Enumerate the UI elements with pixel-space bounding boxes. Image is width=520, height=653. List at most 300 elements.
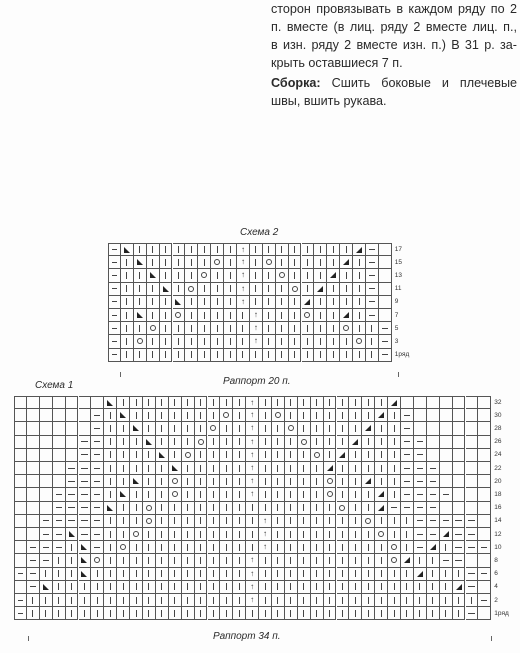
knit-stitch-icon: [342, 399, 343, 405]
assembly-label: Сборка:: [271, 76, 321, 90]
scheme1-cell: [466, 515, 479, 528]
scheme2-cell: [289, 283, 302, 296]
knit-stitch-icon: [204, 351, 205, 358]
knit-stitch-icon: [307, 259, 308, 266]
knit-stitch-icon: [161, 491, 162, 498]
knit-stitch-icon: [174, 597, 175, 604]
knit-stitch-icon: [359, 298, 360, 305]
knit-stitch-icon: [230, 325, 231, 332]
knit-stitch-icon: [174, 583, 175, 590]
scheme1-repeat-label: Раппорт 34 п.: [213, 631, 281, 642]
scheme1-cell: [298, 528, 311, 541]
scheme1-cell: [272, 409, 285, 422]
scheme1-cell: [388, 554, 401, 567]
scheme2-cell: [147, 269, 160, 282]
scheme2-cell: [366, 349, 379, 362]
scheme1-cell: [478, 436, 491, 449]
knit-stitch-icon: [110, 478, 111, 485]
scheme1-cell: [440, 475, 453, 488]
knit-stitch-icon: [281, 312, 282, 319]
scheme1-cell: [324, 488, 337, 501]
knit-stitch-icon: [394, 597, 395, 604]
knit-stitch-icon: [265, 412, 266, 419]
scheme2-cell: [134, 256, 147, 269]
knit-stitch-icon: [226, 583, 227, 590]
scheme1-cell: [388, 581, 401, 594]
knit-stitch-icon: [342, 438, 343, 445]
knit-stitch-icon: [200, 412, 201, 419]
scheme2-cell: [250, 335, 263, 348]
scheme2-cell: [366, 296, 379, 309]
scheme1-cell: [79, 409, 92, 422]
scheme1-cell: [453, 475, 466, 488]
scheme1-cell: [298, 594, 311, 607]
knit-stitch-icon: [445, 597, 446, 604]
knit-stitch-icon: [329, 544, 330, 551]
scheme1-row-number: 30: [494, 411, 502, 419]
scheme1-cell: [453, 568, 466, 581]
scheme1-row-number: 28: [494, 425, 502, 432]
knit-stitch-icon: [281, 285, 282, 292]
scheme1-cell: [324, 422, 337, 435]
knit-stitch-icon: [316, 504, 317, 511]
scheme1-cell: [143, 462, 156, 475]
scheme1-cell: [233, 568, 246, 581]
purl-stitch-icon: [417, 468, 423, 469]
knit-stitch-icon: [161, 531, 162, 538]
decrease-right-icon: [404, 557, 410, 563]
scheme2-cell: [147, 349, 160, 362]
knit-stitch-icon: [152, 259, 153, 266]
scheme1-cell: [27, 436, 40, 449]
centered-double-decrease-icon: ↑: [250, 581, 255, 591]
scheme1-cell: [40, 396, 53, 409]
scheme1-cell: [91, 568, 104, 581]
yarn-over-icon: [266, 259, 272, 265]
scheme1-cell: [27, 541, 40, 554]
knit-stitch-icon: [187, 597, 188, 604]
decrease-left-icon: [146, 439, 152, 445]
scheme1-cell: [208, 409, 221, 422]
scheme1-cell: [246, 581, 259, 594]
knit-stitch-icon: [255, 351, 256, 358]
scheme1-row-number: 12: [494, 530, 502, 538]
knit-stitch-icon: [333, 312, 334, 319]
decrease-right-icon: [365, 478, 371, 484]
knit-stitch-icon: [110, 425, 111, 432]
scheme2-cell: [340, 283, 353, 296]
scheme2-cell: [327, 296, 340, 309]
scheme1-cell: [233, 462, 246, 475]
scheme2-row-number: 13: [394, 272, 403, 279]
scheme2-cell: [327, 269, 340, 282]
scheme2-cell: [250, 322, 263, 335]
knit-stitch-icon: [217, 298, 218, 305]
scheme1-cell: [143, 515, 156, 528]
scheme1-cell: [324, 541, 337, 554]
scheme1-cell: [14, 554, 27, 567]
scheme1-cell: [14, 581, 27, 594]
scheme1-cell: [440, 436, 453, 449]
scheme1-cell: [66, 475, 79, 488]
knit-stitch-icon: [242, 312, 243, 319]
scheme2-cell: [147, 322, 160, 335]
instruction-line-3: в изн. ряду 2 вместе изн. п.) В 31 р. за-: [271, 38, 517, 52]
scheme1-cell: [104, 449, 117, 462]
scheme1-cell: [401, 409, 414, 422]
scheme1-cell: [79, 581, 92, 594]
purl-stitch-icon: [404, 441, 410, 442]
knit-stitch-icon: [84, 597, 85, 604]
scheme1-cell: [143, 607, 156, 620]
knit-stitch-icon: [255, 285, 256, 292]
scheme1-cell: [285, 422, 298, 435]
knit-stitch-icon: [136, 465, 137, 472]
knit-stitch-icon: [406, 597, 407, 604]
scheme1-cell: [117, 462, 130, 475]
scheme1-cell: [104, 396, 117, 409]
knit-stitch-icon: [152, 338, 153, 345]
purl-stitch-icon: [430, 494, 436, 495]
scheme1-cell: [298, 409, 311, 422]
scheme1-cell: [324, 396, 337, 409]
scheme1-cell: [388, 422, 401, 435]
scheme1-cell: [143, 475, 156, 488]
scheme2-cell: [211, 283, 224, 296]
knit-stitch-icon: [213, 583, 214, 590]
scheme2-cell: [108, 243, 121, 256]
decrease-left-icon: [133, 478, 139, 484]
scheme1-cell: [375, 607, 388, 620]
purl-stitch-icon: [468, 520, 474, 521]
scheme1-cell: [220, 488, 233, 501]
scheme1-cell: [27, 502, 40, 515]
centered-double-decrease-icon: ↑: [250, 436, 255, 446]
knit-stitch-icon: [230, 285, 231, 292]
scheme1-cell: [375, 502, 388, 515]
purl-stitch-icon: [30, 547, 36, 548]
scheme1-cell: [143, 528, 156, 541]
scheme1-cell: [440, 488, 453, 501]
knit-stitch-icon: [110, 465, 111, 472]
decrease-left-icon: [107, 400, 113, 406]
yarn-over-icon: [210, 425, 216, 431]
scheme1-cell: [169, 449, 182, 462]
purl-stitch-icon: [417, 547, 423, 548]
scheme2-cell: [250, 296, 263, 309]
purl-stitch-icon: [112, 328, 118, 329]
scheme2-cell: [366, 309, 379, 322]
knit-stitch-icon: [110, 412, 111, 419]
scheme1-cell: [91, 436, 104, 449]
scheme1-cell: [440, 396, 453, 409]
knit-stitch-icon: [226, 557, 227, 564]
purl-stitch-icon: [468, 573, 474, 574]
scheme1-cell: [53, 462, 66, 475]
scheme2-cell: [185, 283, 198, 296]
knit-stitch-icon: [355, 557, 356, 564]
scheme1-cell: [337, 594, 350, 607]
knit-stitch-icon: [148, 451, 149, 458]
knit-stitch-icon: [355, 570, 356, 577]
knit-stitch-icon: [187, 438, 188, 445]
knit-stitch-icon: [123, 504, 124, 511]
knit-stitch-icon: [148, 610, 149, 617]
scheme1-cell: [324, 554, 337, 567]
knit-stitch-icon: [200, 597, 201, 604]
scheme1-cell: [453, 422, 466, 435]
scheme2-cell: [263, 335, 276, 348]
scheme2-cell: [147, 335, 160, 348]
purl-stitch-icon: [417, 520, 423, 521]
scheme1-cell: [117, 541, 130, 554]
decrease-right-icon: [330, 272, 336, 278]
scheme2-cell: [173, 309, 186, 322]
knit-stitch-icon: [191, 272, 192, 279]
scheme1-cell: [143, 422, 156, 435]
scheme1-cell: [285, 436, 298, 449]
assembly-text-1: Сшить боковые и плечевые: [331, 76, 517, 90]
knit-stitch-icon: [355, 504, 356, 511]
yarn-over-icon: [391, 557, 397, 563]
scheme1-cell: [324, 436, 337, 449]
knit-stitch-icon: [110, 451, 111, 458]
yarn-over-icon: [185, 452, 191, 458]
scheme1-cell: [169, 607, 182, 620]
scheme1-cell: [349, 581, 362, 594]
scheme1-cell: [182, 422, 195, 435]
knit-stitch-icon: [239, 570, 240, 577]
scheme1-cell: [324, 409, 337, 422]
scheme1-cell: [79, 607, 92, 620]
purl-stitch-icon: [417, 507, 423, 508]
scheme1-cell: [259, 594, 272, 607]
scheme1-cell: [401, 462, 414, 475]
scheme2-cell: [314, 322, 327, 335]
scheme1-cell: [427, 528, 440, 541]
scheme1-cell: [66, 409, 79, 422]
scheme1-cell: [130, 462, 143, 475]
scheme1-cell: [311, 436, 324, 449]
scheme1-cell: [285, 528, 298, 541]
scheme2-cell: [353, 322, 366, 335]
purl-stitch-icon: [30, 586, 36, 587]
knit-stitch-icon: [303, 570, 304, 577]
scheme1-title: Схема 1: [35, 380, 74, 391]
scheme1-cell: [298, 554, 311, 567]
knit-stitch-icon: [371, 338, 372, 345]
scheme1-cell: [66, 594, 79, 607]
scheme1-repeat-tick-right: [491, 636, 492, 641]
scheme1-cell: [401, 502, 414, 515]
scheme1-cell: [453, 488, 466, 501]
scheme1-cell: [427, 541, 440, 554]
knit-stitch-icon: [252, 531, 253, 538]
purl-stitch-icon: [81, 481, 87, 482]
knit-stitch-icon: [346, 246, 347, 252]
scheme1-cell: [104, 607, 117, 620]
scheme1-row-number: 14: [494, 517, 502, 525]
scheme1-cell: [298, 502, 311, 515]
scheme1-cell: [478, 554, 491, 567]
knit-stitch-icon: [406, 517, 407, 524]
knit-stitch-icon: [333, 285, 334, 292]
knit-stitch-icon: [200, 478, 201, 485]
scheme1-cell: [440, 568, 453, 581]
scheme1-cell: [130, 422, 143, 435]
knit-stitch-icon: [213, 399, 214, 405]
scheme1-cell: [195, 409, 208, 422]
scheme2-cell: [160, 256, 173, 269]
knit-stitch-icon: [329, 610, 330, 617]
scheme1-cell: [208, 449, 221, 462]
scheme1-cell: [104, 488, 117, 501]
scheme1-cell: [453, 436, 466, 449]
scheme1-cell: [272, 594, 285, 607]
scheme1-row-number: 2: [494, 596, 498, 604]
knit-stitch-icon: [277, 517, 278, 524]
knit-stitch-icon: [152, 351, 153, 358]
knit-stitch-icon: [394, 438, 395, 445]
scheme1-cell: [53, 581, 66, 594]
knit-stitch-icon: [239, 399, 240, 405]
knit-stitch-icon: [277, 597, 278, 604]
scheme1-cell: [117, 554, 130, 567]
scheme1-cell: [337, 462, 350, 475]
scheme1-cell: [414, 581, 427, 594]
yarn-over-icon: [301, 439, 307, 445]
scheme1-cell: [208, 436, 221, 449]
yarn-over-icon: [94, 557, 100, 563]
knit-stitch-icon: [239, 425, 240, 432]
knit-stitch-icon: [368, 412, 369, 419]
knit-stitch-icon: [342, 557, 343, 564]
knit-stitch-icon: [187, 491, 188, 498]
knit-stitch-icon: [165, 338, 166, 345]
purl-stitch-icon: [43, 560, 49, 561]
scheme1-cell: [79, 449, 92, 462]
scheme1-cell: [388, 409, 401, 422]
scheme1-cell: [466, 568, 479, 581]
scheme1-cell: [466, 581, 479, 594]
centered-double-decrease-icon: ↑: [240, 296, 245, 306]
scheme2-cell: [379, 243, 392, 256]
knit-stitch-icon: [242, 325, 243, 332]
scheme1-cell: [130, 475, 143, 488]
scheme1-cell: [298, 396, 311, 409]
knit-stitch-icon: [381, 399, 382, 405]
scheme1-cell: [478, 528, 491, 541]
knit-stitch-icon: [307, 246, 308, 252]
scheme2-cell: [185, 296, 198, 309]
scheme1-cell: [388, 541, 401, 554]
knit-stitch-icon: [265, 570, 266, 577]
knit-stitch-icon: [239, 478, 240, 485]
scheme1-cell: [259, 502, 272, 515]
knit-stitch-icon: [200, 425, 201, 432]
knit-stitch-icon: [213, 478, 214, 485]
scheme1-cell: [259, 409, 272, 422]
scheme1-cell: [40, 502, 53, 515]
knit-stitch-icon: [136, 610, 137, 617]
knit-stitch-icon: [329, 597, 330, 604]
scheme1-cell: [195, 541, 208, 554]
purl-stitch-icon: [94, 494, 100, 495]
scheme2-cell: [302, 283, 315, 296]
scheme1-cell: [104, 422, 117, 435]
knit-stitch-icon: [265, 504, 266, 511]
knit-stitch-icon: [126, 298, 127, 305]
knit-stitch-icon: [213, 531, 214, 538]
purl-stitch-icon: [404, 415, 410, 416]
scheme1-cell: [337, 515, 350, 528]
knit-stitch-icon: [355, 451, 356, 458]
scheme2-cell: [289, 296, 302, 309]
knit-stitch-icon: [320, 338, 321, 345]
knit-stitch-icon: [174, 570, 175, 577]
knit-stitch-icon: [161, 465, 162, 472]
knit-stitch-icon: [58, 557, 59, 564]
purl-stitch-icon: [112, 262, 118, 263]
scheme1-cell: [311, 541, 324, 554]
centered-double-decrease-icon: ↑: [240, 257, 245, 267]
scheme2-cell: [160, 335, 173, 348]
scheme1-cell: [169, 541, 182, 554]
knit-stitch-icon: [316, 478, 317, 485]
scheme1-cell: [362, 541, 375, 554]
scheme1-cell: [117, 475, 130, 488]
scheme1-cell: [220, 607, 233, 620]
scheme1-cell: [401, 436, 414, 449]
knit-stitch-icon: [290, 478, 291, 485]
yarn-over-icon: [314, 452, 320, 458]
scheme1-cell: [414, 541, 427, 554]
scheme1-cell: [272, 607, 285, 620]
scheme2-cell: [263, 296, 276, 309]
yarn-over-icon: [146, 518, 152, 524]
scheme2-cell: [366, 256, 379, 269]
knit-stitch-icon: [226, 517, 227, 524]
yarn-over-icon: [133, 531, 139, 537]
purl-stitch-icon: [430, 520, 436, 521]
knit-stitch-icon: [368, 491, 369, 498]
centered-double-decrease-icon: ↑: [250, 568, 255, 578]
scheme1-cell: [27, 422, 40, 435]
decrease-left-icon: [107, 505, 113, 511]
scheme1-cell: [195, 607, 208, 620]
scheme1-cell: [79, 488, 92, 501]
scheme1-cell: [91, 422, 104, 435]
scheme1-cell: [362, 594, 375, 607]
knit-stitch-icon: [187, 425, 188, 432]
scheme2-cell: [327, 349, 340, 362]
knit-stitch-icon: [123, 438, 124, 445]
knit-stitch-icon: [204, 312, 205, 319]
scheme2-cell: [353, 283, 366, 296]
scheme1-cell: [53, 528, 66, 541]
scheme1-cell: [27, 396, 40, 409]
scheme1-cell: [66, 502, 79, 515]
decrease-right-icon: [456, 584, 462, 590]
knit-stitch-icon: [381, 438, 382, 445]
purl-stitch-icon: [417, 454, 423, 455]
knit-stitch-icon: [123, 597, 124, 604]
knit-stitch-icon: [419, 610, 420, 617]
knit-stitch-icon: [316, 544, 317, 551]
knit-stitch-icon: [294, 338, 295, 345]
scheme1-cell: [285, 475, 298, 488]
scheme1-cell: [91, 581, 104, 594]
